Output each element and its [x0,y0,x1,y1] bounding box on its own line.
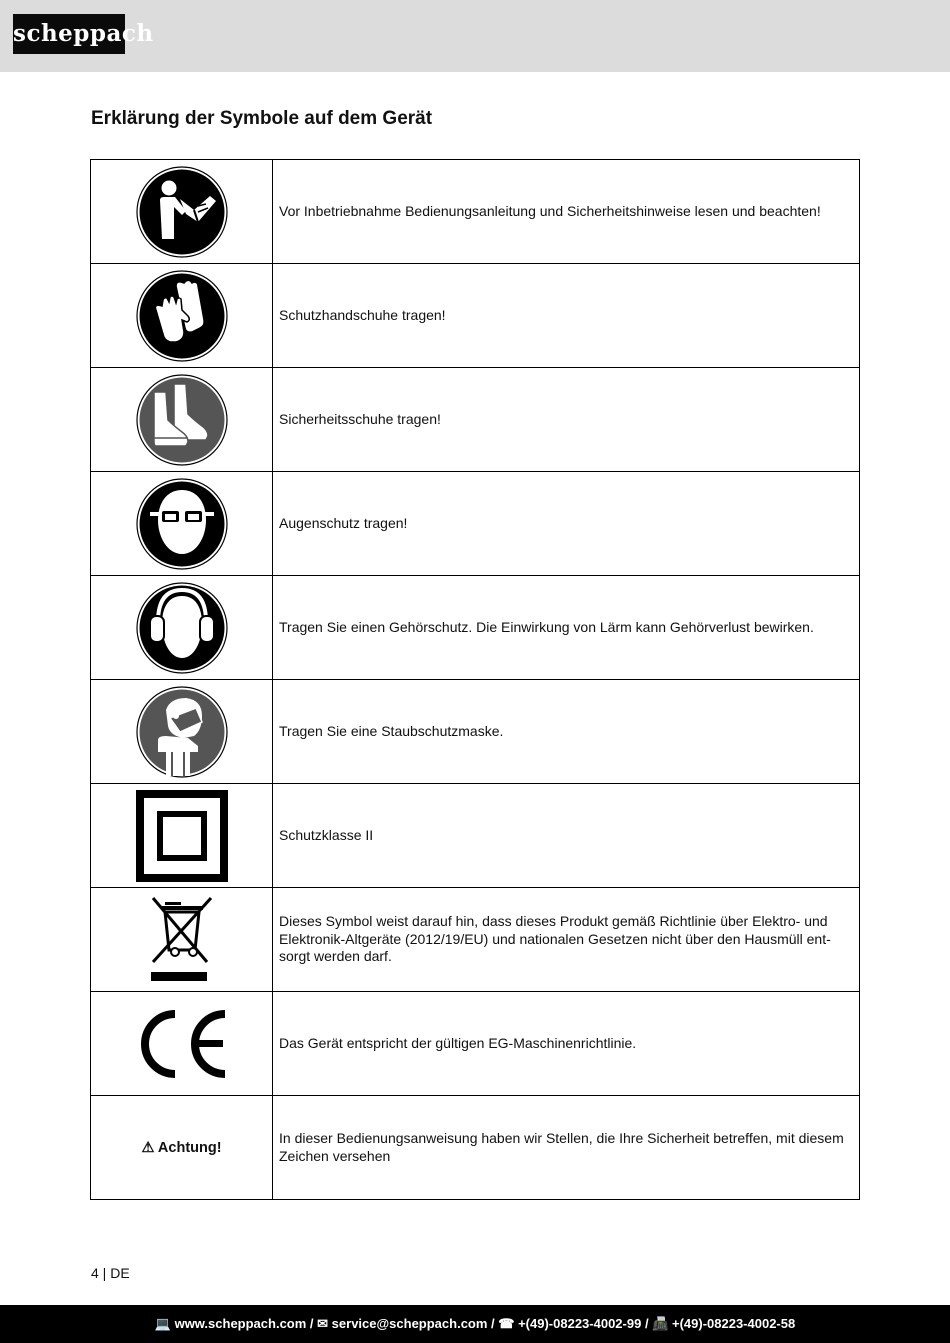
protection-class-ii-icon [136,790,228,882]
footer-phone: +(49)-08223-4002-99 [518,1316,642,1331]
phone-icon: ☎ [498,1316,519,1331]
table-row [91,992,860,1096]
table-row [91,368,860,472]
ear-protection-icon [136,582,228,674]
footer-website[interactable]: www.scheppach.com [174,1316,307,1331]
scheppach-logo: scheppach [13,14,125,54]
symbol-description: Schutzhandschuhe tragen! [273,264,860,368]
symbol-description: Schutzklasse II [273,784,860,888]
weee-bin-icon [147,894,217,986]
table-row [91,888,860,992]
fax-icon: 📠 [652,1316,672,1331]
warning-label: ⚠ Achtung! [141,1139,222,1156]
symbol-description: Das Gerät entspricht der gültigen EG-Maschinenrichtlinie. [273,992,860,1096]
gloves-icon [136,270,228,362]
computer-icon: 💻 [154,1316,175,1331]
page-header [0,0,950,72]
table-row [91,680,860,784]
table-row [91,784,860,888]
symbol-description: Augenschutz tragen! [273,472,860,576]
symbol-description: Dieses Symbol weist darauf hin, dass dieses Produkt gemäß Richtlinie über Elektro- und Elektronik-Altgeräte (2012/19/EU) und nationalen Gesetzen nicht über den Hausmüll ent-sorgt werden darf. [273,888,860,992]
table-row [91,160,860,264]
table-row [91,1096,860,1200]
page-title: Erklärung der Symbole auf dem Gerät [91,108,433,129]
symbol-description: Vor Inbetriebnahme Bedienungsanleitung und Sicherheitshinweise lesen und beachten! [273,160,860,264]
mail-icon: ✉ [317,1316,332,1331]
table-row [91,264,860,368]
symbol-description: Tragen Sie einen Gehörschutz. Die Einwirkung von Lärm kann Gehörverlust bewirken. [273,576,860,680]
ce-mark-icon [135,1010,229,1078]
footer-fax: +(49)-08223-4002-58 [671,1316,796,1331]
symbols-table [90,159,860,1200]
table-row [91,472,860,576]
table-row [91,576,860,680]
symbol-description: Sicherheitsschuhe tragen! [273,368,860,472]
symbol-description: Tragen Sie eine Staubschutzmaske. [273,680,860,784]
page-footer: 💻 www.scheppach.com / ✉ service@scheppach.com / ☎ +(49)-08223-4002-99 / 📠 +(49)-08223-4002-58 [0,1305,950,1343]
eye-protection-icon [136,478,228,570]
footer-email[interactable]: service@scheppach.com [331,1316,488,1331]
read-manual-icon [136,166,228,258]
page-number: 4 | DE [91,1265,130,1281]
dust-mask-icon [136,686,228,778]
symbol-description: In dieser Bedienungsanweisung haben wir Stellen, die Ihre Sicherheit betreffen, mit diesem Zeichen versehen [273,1096,860,1200]
safety-shoes-icon [136,374,228,466]
